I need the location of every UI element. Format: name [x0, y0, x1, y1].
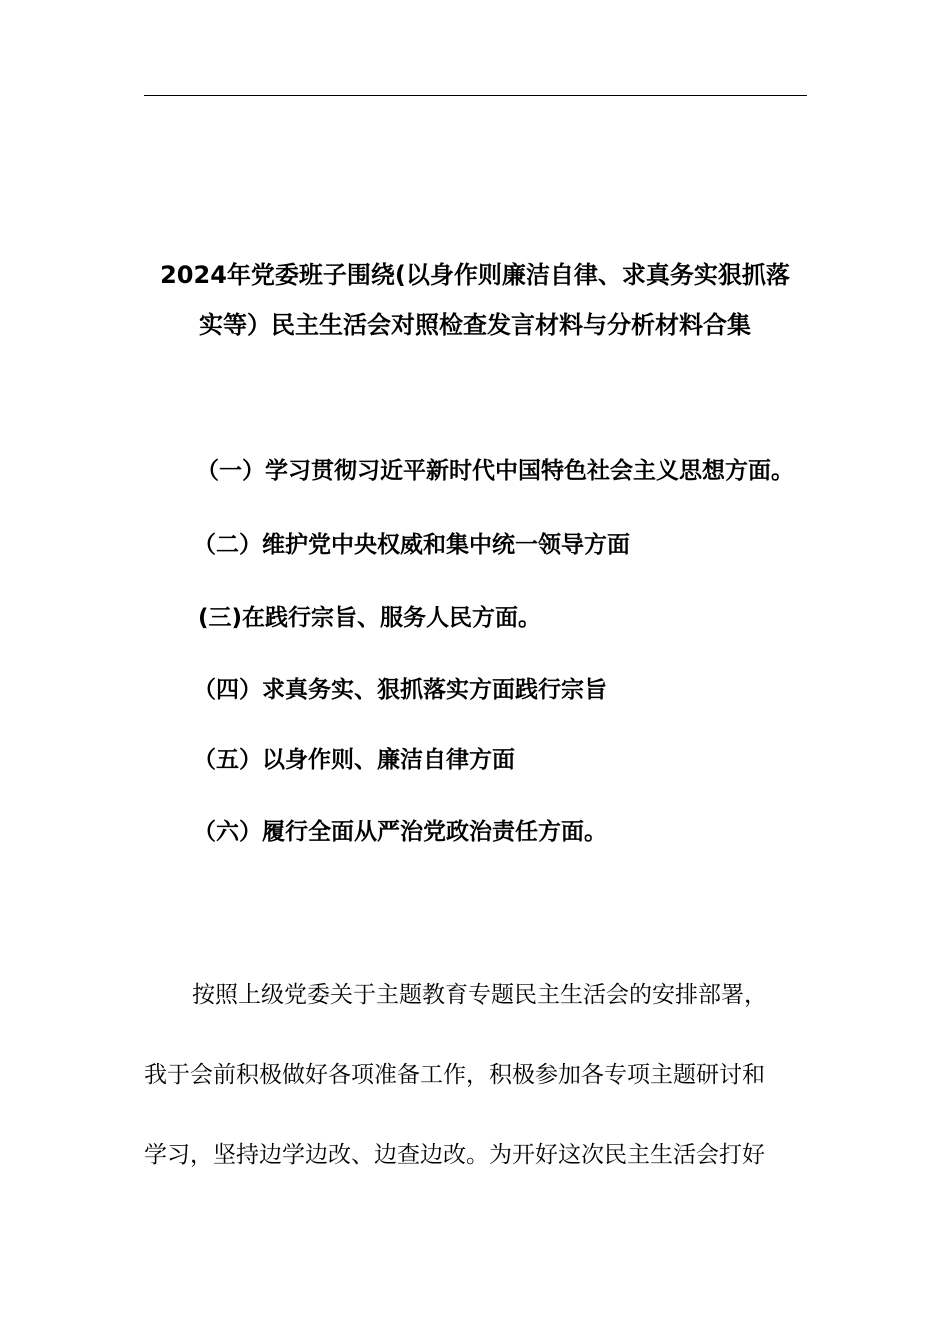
- outline-item: （二）维护党中央权威和集中统一领导方面: [193, 532, 630, 558]
- title-line: 2024年党委班子围绕(以身作则廉洁自律、求真务实狠抓落: [160, 261, 790, 289]
- outline-item: （五）以身作则、廉洁自律方面: [193, 747, 515, 773]
- body-line: 学习，坚持边学边改、边查边改。为开好这次民主生活会打好: [144, 1142, 765, 1168]
- body-line: 我于会前积极做好各项准备工作，积极参加各专项主题研讨和: [144, 1062, 765, 1088]
- outline-item: （六）履行全面从严治党政治责任方面。: [193, 819, 607, 845]
- outline-item: (三)在践行宗旨、服务人民方面。: [198, 605, 542, 631]
- title-line: 实等）民主生活会对照检查发言材料与分析材料合集: [199, 311, 751, 339]
- outline-item: （四）求真务实、狠抓落实方面践行宗旨: [193, 677, 607, 703]
- body-line: 按照上级党委关于主题教育专题民主生活会的安排部署，: [192, 982, 767, 1008]
- body-paragraph: [144, 955, 807, 1195]
- outline-item: （一）学习贯彻习近平新时代中国特色社会主义思想方面。: [196, 458, 794, 484]
